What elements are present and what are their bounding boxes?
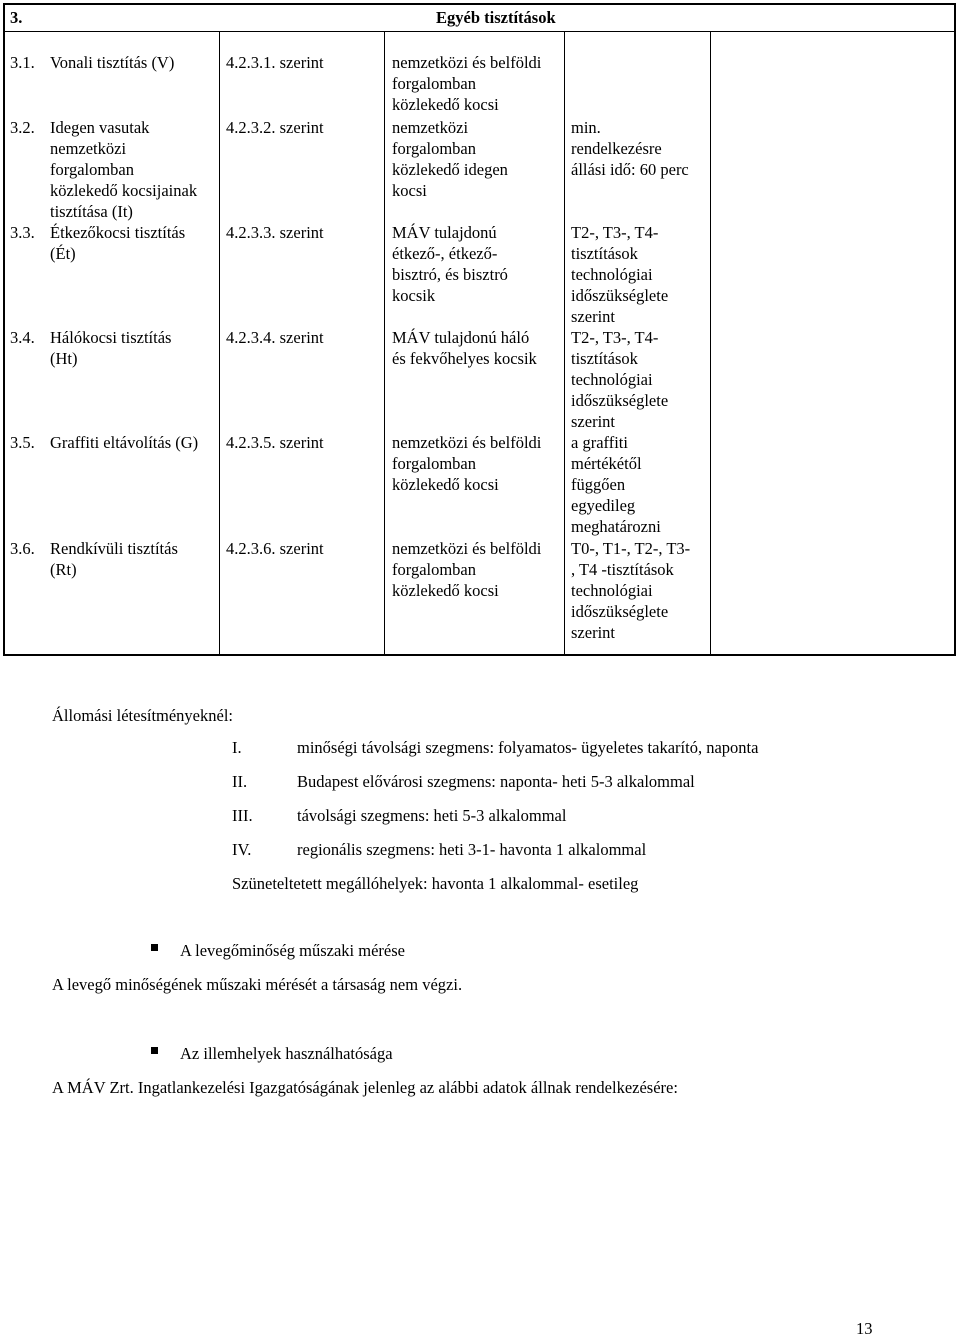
row-description: nemzetközi és belföldi <box>392 539 542 558</box>
row-note: technológiai <box>571 581 653 600</box>
table-column-rule <box>219 32 220 654</box>
table-column-rule <box>564 32 565 654</box>
row-number: 3.3. <box>10 223 35 242</box>
row-name: (Ht) <box>50 349 78 368</box>
row-name: Étkezőkocsi tisztítás <box>50 223 186 242</box>
row-description: MÁV tulajdonú háló <box>392 328 530 347</box>
roman-numeral: IV. <box>232 840 252 859</box>
row-description: és fekvőhelyes kocsik <box>392 349 537 368</box>
table-border-right <box>954 3 956 656</box>
section-number: 3. <box>10 8 23 27</box>
row-description: étkező-, étkező- <box>392 244 498 263</box>
row-note: technológiai <box>571 370 653 389</box>
air-quality-text: A levegő minőségének műszaki mérését a társaság nem végzi. <box>52 975 463 994</box>
row-note: T2-, T3-, T4- <box>571 223 659 242</box>
row-number: 3.2. <box>10 118 35 137</box>
row-number: 3.6. <box>10 539 35 558</box>
square-bullet-icon <box>151 944 158 951</box>
row-note: T0-, T1-, T2-, T3- <box>571 539 691 558</box>
row-note: meghatározni <box>571 517 661 536</box>
section-title: Egyéb tisztítások <box>436 8 556 27</box>
row-note: technológiai <box>571 265 653 284</box>
row-description: forgalomban <box>392 454 477 473</box>
station-item-text: távolsági szegmens: heti 5-3 alkalommal <box>297 806 567 825</box>
stations-heading: Állomási létesítményeknél: <box>52 706 234 725</box>
air-quality-heading: A levegőminőség műszaki mérése <box>180 941 405 960</box>
row-note: a graffiti <box>571 433 628 452</box>
row-description: kocsi <box>392 181 427 200</box>
suspended-stops-text: Szüneteltetett megállóhelyek: havonta 1 alkalommal- esetileg <box>232 874 639 893</box>
row-note: min. <box>571 118 601 137</box>
table-border-bottom <box>3 654 956 656</box>
row-note: függően <box>571 475 626 494</box>
row-reference: 4.2.3.3. szerint <box>226 223 324 242</box>
row-name: Hálókocsi tisztítás <box>50 328 172 347</box>
row-note: mértékétől <box>571 454 642 473</box>
row-name: nemzetközi <box>50 139 127 158</box>
row-name: közlekedő kocsijainak <box>50 181 198 200</box>
table-column-rule <box>384 32 385 654</box>
toilets-heading: Az illemhelyek használhatósága <box>180 1044 393 1063</box>
row-description: kocsik <box>392 286 436 305</box>
row-note: időszükséglete <box>571 391 669 410</box>
row-name: forgalomban <box>50 160 135 179</box>
row-note: időszükséglete <box>571 286 669 305</box>
row-reference: 4.2.3.4. szerint <box>226 328 324 347</box>
row-note: szerint <box>571 307 615 326</box>
row-number: 3.4. <box>10 328 35 347</box>
row-description: közlekedő idegen <box>392 160 508 179</box>
row-description: bisztró, és bisztró <box>392 265 508 284</box>
row-note: időszükséglete <box>571 602 669 621</box>
row-description: forgalomban <box>392 74 477 93</box>
roman-numeral: I. <box>232 738 242 757</box>
row-note: állási idő: 60 perc <box>571 160 689 179</box>
station-item-text: Budapest elővárosi szegmens: naponta- heti 5-3 alkalommal <box>297 772 695 791</box>
row-name: Graffiti eltávolítás (G) <box>50 433 199 452</box>
table-header-rule <box>3 31 956 32</box>
row-note: szerint <box>571 412 615 431</box>
table-column-rule <box>710 32 711 654</box>
row-reference: 4.2.3.5. szerint <box>226 433 324 452</box>
row-name: (Rt) <box>50 560 77 579</box>
row-description: nemzetközi <box>392 118 469 137</box>
row-reference: 4.2.3.2. szerint <box>226 118 324 137</box>
row-name: (Ét) <box>50 244 76 263</box>
row-note: , T4 -tisztítások <box>571 560 674 579</box>
toilets-text: A MÁV Zrt. Ingatlankezelési Igazgatóságának jelenleg az alábbi adatok állnak rendelkezésére: <box>52 1078 678 1097</box>
row-name: Idegen vasutak <box>50 118 150 137</box>
page-number: 13 <box>856 1319 873 1338</box>
row-note: rendelkezésre <box>571 139 662 158</box>
row-description: nemzetközi és belföldi <box>392 53 542 72</box>
row-description: közlekedő kocsi <box>392 95 499 114</box>
row-description: MÁV tulajdonú <box>392 223 497 242</box>
row-reference: 4.2.3.1. szerint <box>226 53 324 72</box>
square-bullet-icon <box>151 1047 158 1054</box>
station-item-text: minőségi távolsági szegmens: folyamatos- ügyeletes takarító, naponta <box>297 738 759 757</box>
row-name: Rendkívüli tisztítás <box>50 539 178 558</box>
row-note: egyedileg <box>571 496 636 515</box>
roman-numeral: III. <box>232 806 253 825</box>
table-border-top <box>3 3 956 5</box>
row-description: nemzetközi és belföldi <box>392 433 542 452</box>
row-reference: 4.2.3.6. szerint <box>226 539 324 558</box>
row-note: tisztítások <box>571 349 638 368</box>
row-note: tisztítások <box>571 244 638 263</box>
row-note: T2-, T3-, T4- <box>571 328 659 347</box>
row-note: szerint <box>571 623 615 642</box>
row-name: tisztítása (It) <box>50 202 133 221</box>
table-border-left <box>3 3 5 656</box>
row-name: Vonali tisztítás (V) <box>50 53 175 72</box>
roman-numeral: II. <box>232 772 248 791</box>
station-item-text: regionális szegmens: heti 3-1- havonta 1 alkalommal <box>297 840 647 859</box>
row-number: 3.5. <box>10 433 35 452</box>
row-description: közlekedő kocsi <box>392 475 499 494</box>
row-number: 3.1. <box>10 53 35 72</box>
row-description: forgalomban <box>392 560 477 579</box>
row-description: forgalomban <box>392 139 477 158</box>
row-description: közlekedő kocsi <box>392 581 499 600</box>
